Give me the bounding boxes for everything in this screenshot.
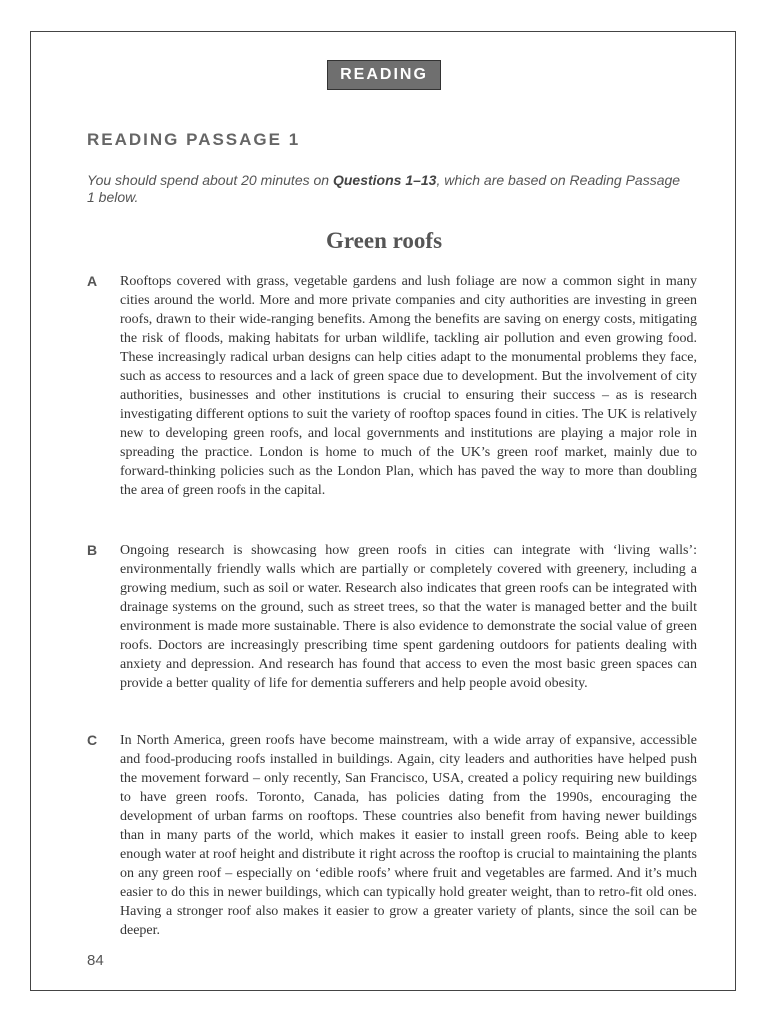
page-number: 84	[87, 952, 104, 969]
paragraph-c	[87, 731, 697, 940]
paragraph-letter: C	[87, 732, 98, 748]
article-title: Green roofs	[325, 228, 443, 253]
paragraph-text: Ongoing research is showcasing how green roofs in cities can integrate with ‘living walls’: environmentally friendly walls which are partially or completely covered with greenery, including a growing medium, such as soil or water. Research also indicates that green roofs can be integrated with drainage systems on the ground, such as street trees, so that the water is managed better and the built environment is made more sustainable. There is also evidence to demonstrate the social value of green roofs. Doctors are increasingly prescribing time spent gardening outdoors for patients dealing with anxiety and depression. And research has found that access to even the most basic green spaces can provide a better quality of life for dementia sufferers and help people avoid obesity.	[120, 543, 697, 691]
paragraph-b	[87, 541, 697, 693]
paragraph-text: Rooftops covered with grass, vegetable gardens and lush foliage are now a common sight in many cities around the world. More and more private companies and city authorities are investing in green roofs, drawn to their wide-ranging benefits. Among the benefits are saving on energy costs, mitigating the risk of floods, making habitats for urban wildlife, tackling air pollution and even growing food. These increasingly radical urban designs can help cities adapt to the monumental problems they face, such as access to resources and a lack of green space due to development. But the involvement of city authorities, businesses and other institutions is crucial to ensuring their success – as is research investigating different options to suit the variety of rooftop spaces found in cities. The UK is relatively new to developing green roofs, and local governments and institutions are playing a major role in spreading the practice. London is home to much of the UK’s green roof market, mainly due to forward-thinking policies such as the London Plan, which has paved the way to more than doubling the area of green roofs in the capital.	[120, 274, 697, 498]
paragraph-a	[87, 272, 697, 500]
paragraph-text: In North America, green roofs have become mainstream, with a wide array of expansive, accessible and food-producing roofs installed in buildings. Again, city leaders and authorities have helped push the movement forward – only recently, San Francisco, USA, created a policy requiring new buildings to have green roofs. Toronto, Canada, has policies dating from the 1990s, encouraging the development of urban farms on rooftops. These countries also benefit from having newer buildings than in many parts of the world, which makes it easier to install green roofs. Being able to keep enough water at roof height and distribute it right across the rooftop is crucial to maintaining the plants on any green roof – especially on ‘edible roofs’ where fruit and vegetables are farmed. And it’s much easier to do this in newer buildings, which can typically hold greater weight, than to retro-fit old ones. Having a stronger roof also makes it easier to grow a greater variety of plants, since the soil can be deeper.	[120, 733, 697, 938]
instruction-questions: Questions 1–13	[332, 172, 437, 188]
passage-heading: READING PASSAGE 1	[87, 130, 301, 149]
instructions	[87, 172, 687, 206]
paragraph-letter: A	[87, 273, 98, 289]
section-badge: READING	[327, 60, 441, 90]
paragraph-letter: B	[87, 542, 98, 558]
instruction-text-start: You should spend about 20 minutes on	[87, 172, 333, 188]
instruction-text-end: , which are based on Reading Passage 1 below.	[87, 172, 681, 205]
